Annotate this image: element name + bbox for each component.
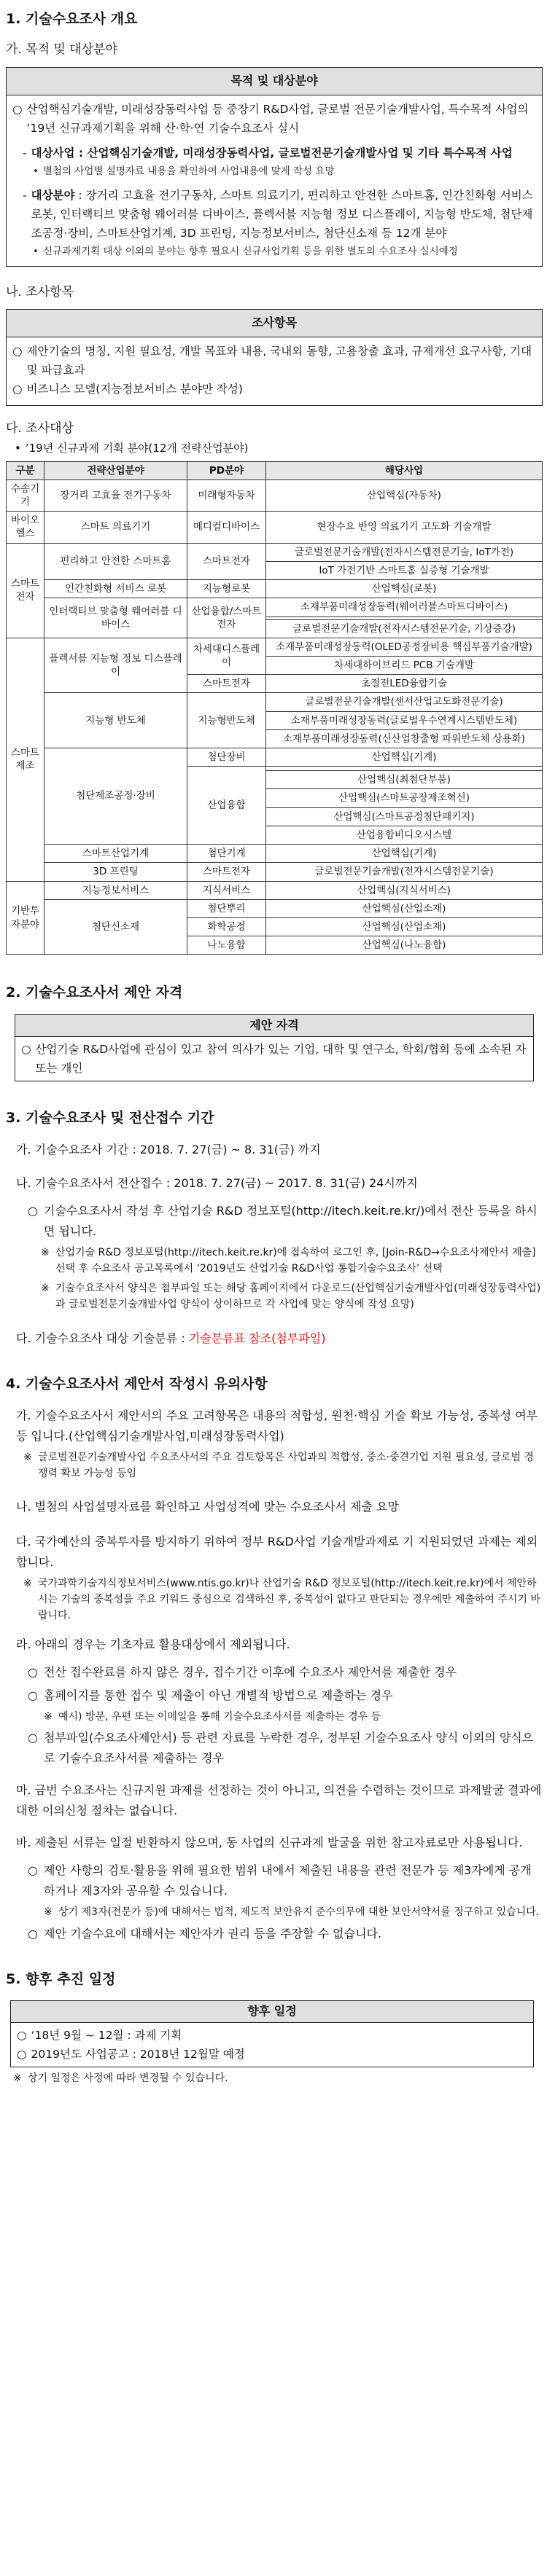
- section-5-title: 5. 향후 추진 일정: [6, 1970, 116, 1987]
- submission-guide: 기술수요조사서 작성 후 산업기술 R&D 정보포털(http://itech.keit.re.kr/)에서 전산 등록을 하시면 됩니다.: [44, 1203, 538, 1238]
- schedule-head: 향후 일정: [11, 2001, 533, 2023]
- table-cell: 미래형자동차: [187, 479, 266, 511]
- table-row: [7, 693, 543, 711]
- table-row: [7, 479, 543, 511]
- table-cell: 지능형로봇: [187, 580, 266, 598]
- reference-mark-icon: ※: [41, 1282, 50, 1294]
- table-cell: 산업핵심(산업소재): [266, 918, 543, 936]
- table-cell: 산업핵심(기계): [266, 748, 543, 767]
- table-cell: 기반투자분야: [7, 881, 44, 955]
- table-cell: 글로벌전문기술개발(전자시스템전문기술): [266, 863, 543, 881]
- circle-bullet-icon: ○: [21, 1042, 31, 1056]
- table-cell: 현장수요 반영 의료기기 고도화 기술개발: [266, 512, 543, 543]
- survey-period: 가. 기술수요조사 기간 : 2018. 7. 27(금) ~ 8. 31(금) 까지: [16, 1142, 321, 1156]
- table-row: [7, 543, 543, 561]
- tech-class-link[interactable]: 기술분류표 참조(첨부파일): [188, 1331, 326, 1346]
- table-cell: 소재부품미래성장동력(OLED공정장비용 핵심부품기술개발): [266, 638, 543, 656]
- table-cell: 스마트전자: [187, 543, 266, 579]
- table-row: [7, 899, 543, 917]
- circle-bullet-icon: ○: [17, 2048, 27, 2062]
- target-fields-note: ’19년 신규과제 기획 분야(12개 전략산업분야): [25, 442, 249, 455]
- table-cell: 첨단뿌리: [187, 899, 266, 917]
- eligibility-box: [15, 1014, 534, 1081]
- table-cell: 플렉서블 지능형 정보 디스플레이: [44, 638, 187, 693]
- table-cell: 인간친화형 서비스 로봇: [44, 580, 187, 598]
- submission-period: 나. 기술수요조사서 전산접수 : 2018. 7. 27(금) ~ 2017. 8. 31(금) 24시까지: [16, 1175, 418, 1190]
- disclosure-1: 제안 사항의 검토·활용을 위해 필요한 범위 내에서 제출된 내용을 관련 전문가 등 제3자에게 공개하거나 제3자와 공유할 수 있습니다.: [44, 1863, 532, 1898]
- notice-ba: 바. 제출된 서류는 일절 반환하지 않으며, 동 사업의 신규과제 발굴을 위한 참고자료로만 사용됩니다.: [16, 1836, 523, 1850]
- table-cell: 스마트전자: [187, 863, 266, 881]
- table-row: [7, 863, 543, 881]
- tech-class-label: 다. 기술수요조사 대상 기술분류 :: [16, 1331, 189, 1346]
- table-cell: 소재부품미래성장동력(신산업창출형 파워반도체 상용화): [266, 729, 543, 748]
- table-cell: 첨단신소재: [44, 899, 187, 955]
- eligibility-text: 산업기술 R&D사업에 관심이 있고 참여 의사가 있는 기업, 대학 및 연구소, 학회/협회 등에 소속된 자 또는 개인: [35, 1042, 527, 1076]
- table-cell: 산업융합/스마트전자: [187, 598, 266, 638]
- table-cell: 소재부품미래성장동력(글로벌우수연계시스템반도체): [266, 711, 543, 729]
- submission-note-1: 산업기술 R&D 정보포털(http://itech.keit.re.kr)에 접속하여 로그인 후, [Join-R&D→수요조사제안서 제출] 선택 후 수요조사 공고목록에서 ‘2019년도 산업기술 R&D사업 통합기술수요조사’ 선택: [55, 1246, 536, 1275]
- table-cell: 스마트 의료기기: [44, 512, 187, 543]
- notice-na: 나. 별첨의 사업설명자료를 확인하고 사업성격에 맞는 수요조사서 제출 요망: [16, 1499, 399, 1514]
- circle-bullet-icon: ○: [28, 1731, 38, 1745]
- table-cell: 화학공정: [187, 918, 266, 936]
- section-1-title: 1. 기술수요조사 개요: [6, 11, 138, 27]
- circle-bullet-icon: ○: [28, 1926, 38, 1941]
- strategy-table: [6, 461, 543, 955]
- table-cell: 나노융합: [187, 936, 266, 955]
- section-3-title: 3. 기술수요조사 및 전산접수 기간: [6, 1110, 214, 1127]
- eligibility-head: 제안 자격: [15, 1015, 533, 1037]
- circle-bullet-icon: ○: [12, 344, 23, 358]
- table-row: [7, 845, 543, 863]
- table-cell: 글로벌전문기술개발(센서산업고도화전문기술): [266, 693, 543, 711]
- table-cell: 산업핵심(자동차): [266, 479, 543, 511]
- purpose-box-head: 목적 및 대상분야: [7, 68, 542, 95]
- notice-ma: 마. 금번 수요조사는 신규지원 과제를 선정하는 것이 아니고, 의견을 수렴하는 것이므로 과제발굴 결과에 대한 이의신청 절차는 없습니다.: [16, 1783, 542, 1818]
- table-cell: 수송기기: [7, 479, 44, 511]
- disclosure-1-note: 상기 제3자(전문가 등)에 대해서는 법적, 제도적 보안유지 준수의무에 대한 보안서약서를 징구하고 있습니다.: [58, 1906, 540, 1919]
- table-cell: 산업핵심(스마트공정첨단패키지): [266, 807, 543, 826]
- table-row: [7, 598, 543, 616]
- table-row: [7, 748, 543, 767]
- table-cell: 초절전LED융합기술: [266, 675, 543, 693]
- field-label: 대상분야: [31, 188, 75, 202]
- reference-mark-icon: ※: [44, 1906, 53, 1919]
- table-cell: 산업핵심(최첨단부품): [266, 771, 543, 789]
- table-cell: 지능형반도체: [187, 693, 266, 748]
- table-header: 해당사업: [266, 461, 543, 479]
- table-row: [7, 881, 543, 899]
- survey-item-2: 비즈니스 모델(지능정보서비스 분야만 작성): [26, 383, 243, 396]
- circle-bullet-icon: ○: [12, 383, 23, 396]
- table-cell: 산업융합: [187, 767, 266, 845]
- exclusion-1: 전산 접수완료를 하지 않은 경우, 접수기간 이후에 수요조사 제안서를 제출한 경우: [44, 1664, 457, 1679]
- table-cell: 산업핵심(로봇): [266, 580, 543, 598]
- table-cell: 바이오헬스: [7, 512, 44, 543]
- table-cell: 글로벌전문기술개발(전자시스템전문기술, 기상증강): [266, 619, 543, 638]
- table-row: [7, 512, 543, 543]
- table-row: [7, 638, 543, 656]
- field-text: : 장거리 고효율 전기구동차, 스마트 의료기기, 편리하고 안전한 스마트홈, 인간친화형 서비스 로봇, 인터랙티브 맞춤형 웨어러블 디바이스, 플렉서블 지능형 정보 디스플레이, 지능형 반도체, 첨단제조공정·장비, 스마트산업기계, 3D 프린팅, 지능정보서비스, 첨단신소재 등 12개 분야: [31, 188, 533, 240]
- schedule-item-1: ‘18년 9월 ~ 12월 : 과제 기획: [31, 2028, 182, 2042]
- table-cell: 산업핵심(지식서비스): [266, 881, 543, 899]
- circle-bullet-icon: ○: [28, 1203, 38, 1218]
- purpose-intro: 산업핵심기술개발, 미래성장동력사업 등 중장기 R&D사업, 글로벌 전문기술개발사업, 특수목적 사업의 ’19년 신규과제기획을 위해 산·학·연 기술수요조사 실시: [26, 102, 529, 135]
- table-cell: 지능정보서비스: [44, 881, 187, 899]
- table-cell: 스마트산업기계: [44, 845, 187, 863]
- table-cell: 산업핵심(산업소재): [266, 899, 543, 917]
- table-cell: 산업핵심(스마트공장제조혁신): [266, 789, 543, 807]
- exclusion-3: 첨부파일(수요조사제안서) 등 관련 자료를 누락한 경우, 정부된 기술수요조사 양식 이외의 양식으로 기술수요조사서를 제출하는 경우: [44, 1731, 534, 1766]
- table-cell: 편리하고 안전한 스마트홈: [44, 543, 187, 579]
- table-cell: 첨단제조공정·장비: [44, 748, 187, 845]
- circle-bullet-icon: ○: [12, 102, 23, 116]
- table-cell: 첨단기계: [187, 845, 266, 863]
- table-cell: 차세대하이브리드 PCB 기술개발: [266, 656, 543, 674]
- table-cell: 산업융합비디오시스템: [266, 826, 543, 844]
- exclusion-2: 홈페이지를 통한 접수 및 제출이 아닌 개별적 방법으로 제출하는 경우: [44, 1688, 393, 1702]
- table-cell: 산업핵심(나노융합): [266, 936, 543, 955]
- table-cell: 스마트전자: [187, 675, 266, 693]
- notice-da: 다. 국가예산의 중복투자를 방지하기 위하여 정부 R&D사업 기술개발과제로 기 지원되었던 과제는 제외합니다.: [16, 1534, 538, 1569]
- table-cell: 인터랙티브 맞춤형 웨어러블 디바이스: [44, 598, 187, 638]
- section-1-ga: 가. 목적 및 대상분야: [6, 42, 117, 58]
- table-cell: 지능형 반도체: [44, 693, 187, 748]
- schedule-item-2: 2019년도 사업공고 : 2018년 12월말 예정: [31, 2048, 245, 2062]
- circle-bullet-icon: ○: [28, 1664, 38, 1679]
- table-header: 구분: [7, 461, 44, 479]
- notice-ga-note: 글로벌전문기술개발사업 수요조사서의 주요 검토항목은 사업과의 적합성, 중소·중견기업 지원 필요성, 글로벌 경쟁력 확보 가능성 등임: [38, 1451, 534, 1480]
- table-cell: 지식서비스: [187, 881, 266, 899]
- notice-ga: 가. 기술수요조사서 제안서의 주요 고려항목은 내용의 적합성, 원천·핵심 기술 확보 가능성, 중복성 여부 등 입니다.(산업핵심기술개발사업,미래성장동력사업): [16, 1408, 538, 1443]
- target-note: 별첨의 사업별 설명자료 내용을 확인하여 사업내용에 맞게 작성 요망: [42, 165, 335, 177]
- table-cell: 글로벌전문기술개발(전자시스템전문기술, IoT가전): [266, 543, 543, 561]
- section-1-na: 나. 조사항목: [6, 284, 74, 300]
- circle-bullet-icon: ○: [28, 1688, 38, 1702]
- table-cell: 스마트제조: [7, 638, 44, 881]
- schedule-box: [10, 2000, 534, 2067]
- table-cell: 차세대디스플레이: [187, 638, 266, 674]
- table-cell: IoT 가전기반 스마트홈 실증형 기술개발: [266, 561, 543, 579]
- table-header: PD분야: [187, 461, 266, 479]
- exclusion-2-note: 예시) 방문, 우편 또는 이메일을 통해 기술수요조사서를 제출하는 경우 등: [58, 1710, 381, 1723]
- survey-items-head: 조사항목: [7, 310, 542, 337]
- table-cell: 장거리 고효율 전기구동차: [44, 479, 187, 511]
- reference-mark-icon: ※: [23, 1451, 32, 1463]
- reference-mark-icon: ※: [41, 1246, 50, 1258]
- table-cell: 산업핵심(기계): [266, 845, 543, 863]
- dot-bullet-icon: •: [33, 245, 39, 257]
- table-cell: 스마트전자: [7, 543, 44, 638]
- notice-da-note: 국가과학기술지식정보서비스(www.ntis.go.kr)나 산업기술 R&D 정보포털(http://itech.keit.re.kr)에서 제안하시는 기술의 중복성을 주요 키워드 중심으로 검색하신 후, 중복성이 없다고 판단되는 경우에만 제출하여 주시기 바랍니다.: [38, 1577, 540, 1622]
- dot-bullet-icon: •: [33, 165, 39, 177]
- table-cell: 메디컬디바이스: [187, 512, 266, 543]
- disclosure-2: 제안 기술수요에 대해서는 제안자가 권리 등을 주장할 수 없습니다.: [44, 1926, 382, 1941]
- section-1-da: 다. 조사대상: [6, 420, 74, 436]
- section-4-title: 4. 기술수요조사서 제안서 작성시 유의사항: [6, 1376, 268, 1393]
- submission-note-2: 기술수요조사서 양식은 첨부파일 또는 해당 홈페이지에서 다운로드(산업핵심기술개발사업(미래성장동력사업)과 글로벌전문기술개발사업 양식이 상이하므로 각 사업에 맞는 양식에 작성 요망): [55, 1282, 541, 1310]
- circle-bullet-icon: ○: [28, 1863, 38, 1878]
- notice-ra: 라. 아래의 경우는 기초자료 활용대상에서 제외됩니다.: [16, 1637, 290, 1651]
- schedule-note: 상기 일정은 사정에 따라 변경될 수 있습니다.: [28, 2072, 228, 2085]
- reference-mark-icon: ※: [13, 2072, 22, 2085]
- survey-items-box: [6, 309, 543, 406]
- table-cell: 3D 프린팅: [44, 863, 187, 881]
- survey-item-1: 제안기술의 명칭, 지원 필요성, 개발 목표와 내용, 국내외 동향, 고용창출 효과, 규제개선 요구사항, 기대 및 파급효과: [26, 344, 532, 377]
- field-note: 신규과제기획 대상 이외의 분야는 향후 필요시 신규사업기획 등을 위한 별도의 수요조사 실시예정: [42, 245, 458, 257]
- reference-mark-icon: ※: [23, 1577, 32, 1589]
- purpose-box: 목적 및 대상분야 ○ 산업핵심기술개발, 미래성장동력사업 등 중장기 R&D사업, 글로벌 전문기술개발사업, 특수목적 사업의 ’19년 신규과제기획을 위해 산·학·연 기술수요조사 실시 - 대상사업 : 산업핵심기술개발, 미래성장동력사업, 글로벌전문기술개발사업 및 기타 특수목적 사업 • 별첨의 사업별 설명자료 내용을 확인하여 사업내용에 맞게 작성 요망 - 대상분야 : 장거리 고효율 전기구동차, 스마트 의료기기, 편리하고 안전한 스마트홈, 인간친화형 서비스 로봇, 인터랙티브 맞춤형 웨어러블 디바이스, 플렉서블 지능형 정보 디스플레이, 지능형 반도체, 첨단제조공정·장비, 스마트산업기계, 3D 프린팅, 지능정보서비스, 첨단신소재 등 12개 분야 • 신규과제기획 대상 이외의 분야는 향후 필요시 신규사업기획 등을 위한 별도의 수요조사 실시예정: [6, 67, 543, 267]
- target-label: 대상사업 : 산업핵심기술개발, 미래성장동력사업, 글로벌전문기술개발사업 및 기타 특수목적 사업: [31, 146, 513, 160]
- table-cell: 첨단장비: [187, 748, 266, 767]
- reference-mark-icon: ※: [44, 1710, 53, 1723]
- circle-bullet-icon: ○: [17, 2028, 27, 2042]
- table-row: [7, 580, 543, 598]
- dot-bullet-icon: •: [15, 442, 21, 455]
- table-cell: 소재부품미래성장동력(웨어러블스마트디바이스): [266, 598, 543, 616]
- table-header: 전략산업분야: [44, 461, 187, 479]
- section-2-title: 2. 기술수요조사서 제안 자격: [6, 984, 183, 1001]
